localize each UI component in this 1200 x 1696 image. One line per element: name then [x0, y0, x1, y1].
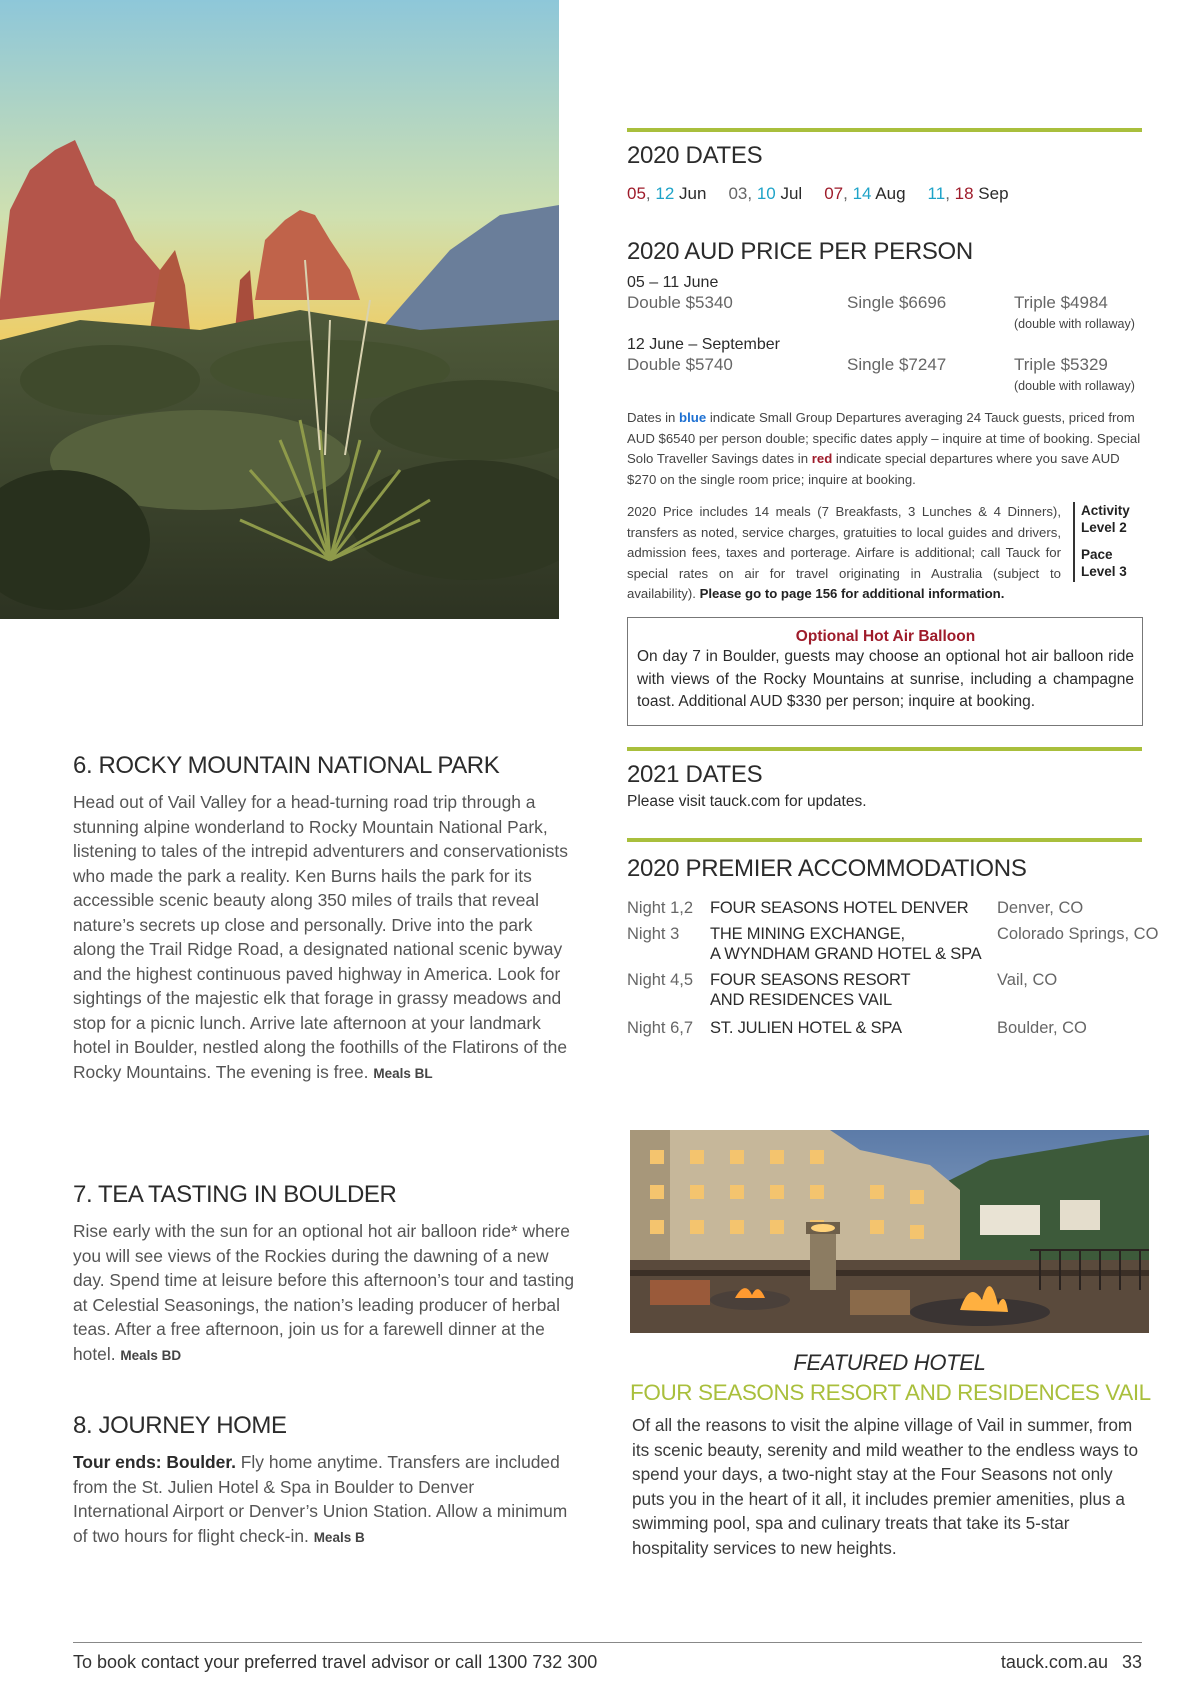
hotel-name: ST. JULIEN HOTEL & SPA — [710, 1019, 902, 1037]
date-day: 05 — [627, 184, 646, 203]
booking-contact: To book contact your preferred travel advisor or call 1300 732 300 — [73, 1652, 598, 1672]
hotel-name-line-2: AND RESIDENCES VAIL — [710, 991, 893, 1009]
date-month: Jun — [674, 184, 707, 203]
date-group — [824, 184, 905, 203]
includes-more-info: Please go to page 156 for additional information. — [699, 586, 1005, 601]
dates-2021-text: Please visit tauck.com for updates. — [627, 793, 867, 810]
section-divider — [627, 128, 1142, 132]
garden-of-the-gods-photo — [0, 0, 559, 619]
note-red-word: red — [811, 451, 833, 466]
night-label: Night 3 — [627, 925, 680, 943]
footer-divider — [73, 1642, 1142, 1643]
date-day: , — [945, 184, 955, 203]
note-text: Dates in — [627, 410, 680, 425]
balloon-title: Optional Hot Air Balloon — [795, 628, 976, 645]
hotel-name-line-2: A WYNDHAM GRAND HOTEL & SPA — [710, 945, 982, 963]
price-period-2-label: 12 June – September — [627, 336, 780, 353]
day-7-heading: 7. TEA TASTING IN BOULDER — [73, 1181, 397, 1208]
day-6-body — [73, 790, 575, 1086]
featured-hotel-name: FOUR SEASONS RESORT AND RESIDENCES VAIL — [630, 1380, 1151, 1405]
date-day: 07 — [824, 184, 844, 203]
activity-level: Activity Level 2 — [1081, 503, 1130, 535]
departure-notes — [627, 408, 1143, 490]
hotel-name: THE MINING EXCHANGE, — [710, 925, 905, 943]
price-period-2-note: (double with rollaway) — [1014, 379, 1135, 393]
website-link[interactable]: tauck.com.au — [1000, 1652, 1108, 1672]
four-seasons-vail-photo — [630, 1130, 1149, 1333]
hotel-name: FOUR SEASONS RESORT — [710, 971, 911, 989]
price-includes — [627, 502, 1061, 605]
date-day: 14 — [852, 184, 872, 203]
date-day: 10 — [756, 184, 776, 203]
night-label: Night 4,5 — [627, 971, 694, 989]
activity-pace-levels — [1073, 502, 1143, 582]
date-month: Jul — [775, 184, 803, 203]
price-period-1-single: Single $6696 — [847, 293, 947, 312]
date-month: Sep — [973, 184, 1009, 203]
section-divider — [627, 747, 1142, 751]
price-period-1-label: 05 – 11 June — [627, 274, 719, 291]
featured-hotel-description: Of all the reasons to visit the alpine village of Vail in summer, from its scenic beauty, serenity and mild weather to the endless ways to spend your days, a two-night stay at the Four Seasons not only puts you in the heart of it all, it includes premier amenities, plus a swimming pool, spa and culinary treats that take its 5-star hospitality services to new heights. — [632, 1415, 1139, 1558]
day-8-heading: 8. JOURNEY HOME — [73, 1412, 287, 1439]
hotel-location: Boulder, CO — [997, 1019, 1087, 1037]
page-number: 33 — [1121, 1652, 1142, 1672]
hotel-location: Denver, CO — [997, 899, 1084, 917]
price-period-2-triple: Triple $5329 — [1014, 355, 1108, 374]
night-label: Night 1,2 — [627, 899, 694, 917]
date-group — [728, 184, 802, 203]
day-6-text: Head out of Vail Valley for a head-turning road trip through a stunning alpine wonderland to Rocky Mountain National Park, listening to tales of the intrepid adventurers and conservationists who made the park a reality. Ken Burns hails the park for its accessible scenic beauty along 350 miles of trails that reveal nature’s secrets up close and personally. Drive into the park along the Trail Ridge Road, a designated national scenic byway and the highest continuous paved highway in America. Look for sightings of the majestic elk that forage in grassy meadows and stop for a picnic lunch. Arrive late afternoon at your landmark hotel in Boulder, nestled along the foothills of the Flatirons of the Rocky Mountains. The evening is free. — [73, 792, 568, 1082]
date-day: 12 — [655, 184, 675, 203]
date-day: 03 — [728, 184, 748, 203]
day-7-body — [73, 1219, 575, 1368]
day-7-meals: Meals BD — [120, 1347, 182, 1363]
pace-level: Pace Level 3 — [1081, 547, 1127, 579]
note-text: indicate Small Group Departures averaging 24 Tauck guests, priced from AUD $6540 per person double; specific dates apply – inquire at time of booking. Special Solo Traveller Savings dates in — [627, 410, 1141, 466]
date-day: , — [747, 184, 757, 203]
price-period-1-note: (double with rollaway) — [1014, 317, 1135, 331]
day-8-meals: Meals B — [313, 1529, 365, 1545]
note-blue-word: blue — [679, 410, 707, 425]
dates-2020-heading: 2020 DATES — [627, 142, 763, 169]
balloon-body: On day 7 in Boulder, guests may choose an optional hot air balloon ride with views of the Rocky Mountains at sunrise, including a champagne toast. Additional AUD $330 per person; inquire at booking. — [637, 648, 1134, 710]
date-day: , — [843, 184, 853, 203]
includes-text: 2020 Price includes 14 meals (7 Breakfasts, 3 Lunches & 4 Dinners), transfers as noted, service charges, gratuities to local guides and drivers, admission fees, taxes and porterage. Airfare is additional; call Tauck for special rates on air for travel originating in Australia (subject to availability). — [627, 504, 1061, 601]
night-label: Night 6,7 — [627, 1019, 694, 1037]
day-8-text: Fly home anytime. Transfers are included from the St. Julien Hotel & Spa in Boulder to Denver International Airport or Denver’s Union Station. Allow a minimum of two hours for flight check-in. — [73, 1452, 568, 1546]
dates-2021-heading: 2021 DATES — [627, 761, 763, 788]
footer-right — [1001, 1652, 1142, 1673]
day-8-lead: Tour ends: Boulder. — [73, 1452, 236, 1472]
featured-hotel-label: FEATURED HOTEL — [793, 1350, 986, 1375]
section-divider — [627, 838, 1142, 842]
dates-2020-list — [627, 184, 1031, 204]
date-day: 11 — [927, 184, 946, 203]
hot-air-balloon-box — [627, 617, 1143, 726]
day-6-meals: Meals BL — [373, 1065, 433, 1081]
price-period-2-single: Single $7247 — [847, 355, 947, 374]
hotel-location: Colorado Springs, CO — [997, 925, 1159, 943]
hotel-name: FOUR SEASONS HOTEL DENVER — [710, 899, 969, 917]
date-month: Aug — [871, 184, 906, 203]
date-group — [627, 184, 706, 203]
date-group — [928, 184, 1009, 203]
hotel-location: Vail, CO — [997, 971, 1058, 989]
day-8-body — [73, 1450, 573, 1550]
price-period-1-triple: Triple $4984 — [1014, 293, 1108, 312]
note-text: indicate special departures where you save AUD $270 on the single room price; inquire at booking. — [627, 451, 1120, 487]
day-6-heading: 6. ROCKY MOUNTAIN NATIONAL PARK — [73, 752, 500, 779]
day-7-text: Rise early with the sun for an optional hot air balloon ride* where you will see views of the Rockies during the dawning of a new day. Spend time at leisure before this afternoon’s tour and tasting at Celestial Seasonings, the nation’s leading producer of herbal teas. After a free afternoon, join us for a farewell dinner at the hotel. — [73, 1221, 575, 1364]
price-period-1-double: Double $5340 — [627, 293, 733, 312]
accommodations-heading: 2020 PREMIER ACCOMMODATIONS — [627, 855, 1027, 882]
price-heading: 2020 AUD PRICE PER PERSON — [627, 238, 973, 265]
date-day: 18 — [954, 184, 974, 203]
date-day: , — [645, 184, 656, 203]
price-period-2-double: Double $5740 — [627, 355, 733, 374]
